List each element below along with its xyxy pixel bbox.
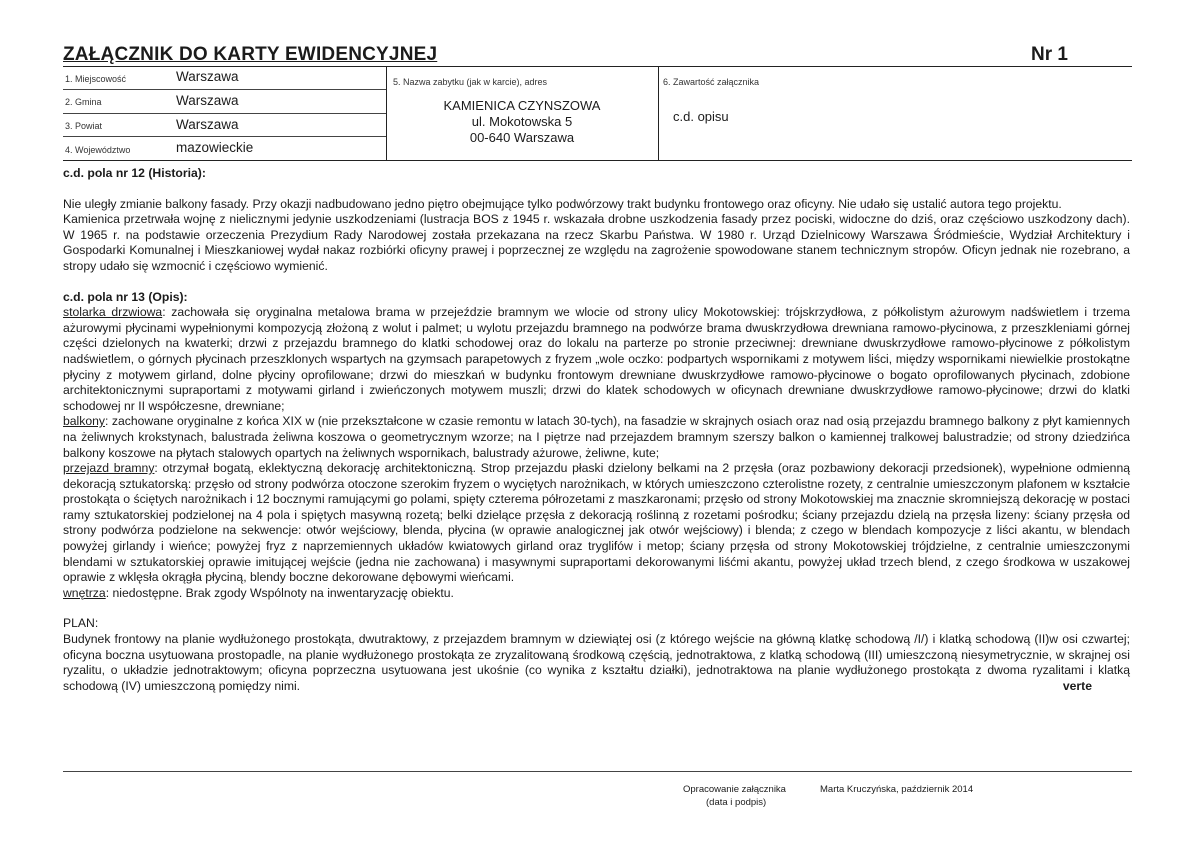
field-value-gmina: Warszawa — [176, 93, 239, 108]
opis-balkony-label: balkony — [63, 414, 106, 429]
field-label-gmina: 2. Gmina — [65, 97, 102, 107]
document-body — [63, 166, 1130, 694]
monument-postcode: 00-640 Warszawa — [469, 130, 575, 145]
field-row-powiat — [63, 114, 386, 137]
opis-przejazd-label: przejazd bramny — [63, 461, 155, 476]
field-label-powiat: 3. Powiat — [65, 121, 103, 131]
opis-wnetrza-label: wnętrza — [63, 585, 106, 600]
column-divider — [386, 67, 387, 160]
field-row-miejscowosc — [63, 67, 386, 90]
opis-przejazd-paragraph — [63, 461, 1130, 586]
footer-sublabel: (data i podpis) — [706, 797, 767, 808]
field-label-nazwa-zabytku: 5. Nazwa zabytku (jak w karcie), adres — [393, 77, 548, 87]
field-value-nazwa-zabytku — [388, 98, 656, 146]
field-label-zawartosc: 6. Zawartość załącznika — [663, 77, 760, 87]
historia-paragraph: Kamienica przetrwała wojnę z nielicznymi jedynie uszkodzeniami (lustracja BOS z 1945 r. wskazała drobne uszkodzenia fasady przez pociski, widoczne do dziś, oraz częściowo uszkodzony dach). W 1965 r. na podstawie orzeczenia Prezydium Rady Narodowej została przekazana na rzecz Skarbu Państwa. W 1980 r. Urząd Dzielnicowy Warszawa Śródmieście, Wydział Architektury i Gospodarki Komunalnej i Mieszkaniowej wydał nakaz rozbiórki oficyny prawej i poprzecznej ze względu na zagrożenie spowodowane stanem technicznym stropów. Oficyn jednak nie rozebrano, a stropy udało się wzmocnić i częściowo wymienić. — [63, 212, 1130, 273]
field-label-miejscowosc: 1. Miejscowość — [65, 74, 127, 84]
opis-stolarka-paragraph — [63, 305, 1130, 414]
field-value-wojewodztwo: mazowieckie — [176, 140, 254, 155]
header-table — [63, 66, 1132, 161]
field-row-gmina — [63, 90, 386, 114]
field-label-wojewodztwo: 4. Województwo — [65, 145, 131, 155]
field-value-miejscowosc: Warszawa — [176, 69, 239, 84]
opis-balkony-paragraph — [63, 414, 1130, 461]
plan-text: Budynek frontowy na planie wydłużonego prostokąta, dwutraktowy, z przejazdem bramnym w dziewiątej osi (z którego wejście na główną klatkę schodową /I/) i klatką schodową (II)w osi czwartej; oficyna boczna usytuowana prostopadle, na planie wydłużonego prostokąta ze zryzalitowaną środkową częścią, jednotraktowa, z klatką schodową (III) umieszczoną niesymetrycznie, w skrajnej osi ryzalitu, o układzie jednotraktowym; oficyna poprzeczna usytuowana jest ukośnie (co wynika z kształtu działki), jednotraktowa na planie wydłużonego prostokąta z dwoma ryzalitami i klatką schodową (IV) umieszczoną pomiędzy nimi. — [63, 632, 1130, 693]
field-row-wojewodztwo — [63, 137, 386, 159]
footer-divider — [63, 771, 1132, 772]
opis-stolarka-label: stolarka drzwiowa — [63, 305, 163, 320]
opis-stolarka-text: : zachowała się oryginalna metalowa brama w przejeździe bramnym we wlocie od strony ulicy Mokotowskiej: trójskrzydłowa, z półkolistym ażurowym nadświetlem i trzema ażurowymi płycinami wypełnionymi kompozycją złożoną z wolut i palmet; u wylotu przejazdu bramnego na podwórze brama dwuskrzydłowa drewniana ramowo-płycinowa, z przeszkleniami górnej części dzielonych na kwaterki; drzwi z przejazdu bramnego do klatki schodowej oraz do lokalu na parterze po stronie przeciwnej: drewniane dwuskrzydłowe ramowo-płycinowe z półkolistym nadświetlem, o górnych płycinach przeszklonych wspartych na gzymsach parapetowych z fryzem „wole oczko: podpartych wspornikami z motywem liści, między wspornikami niewielkie prostokątne płyciny z motywem girland, dolne płyciny oprofilowane; drzwi do mieszkań w budynku frontowym drewniane dwuskrzydłowe ramowo-płycinowe o bogato oprofilowanych płycinach, zdobione architektonicznymi supraportami z motywami girland i zwieńczonych motywem muszli; drzwi do klatek schodowych w oficynach drewniane dwuskrzydłowe ramowo-płycinowe; drzwi do klatki schodowej nr II współczesne, drewniane; — [63, 305, 1131, 413]
footer-author: Marta Kruczyńska, październik 2014 — [820, 784, 974, 795]
field-value-zawartosc: c.d. opisu — [673, 109, 729, 124]
monument-street: ul. Mokotowska 5 — [471, 114, 573, 129]
opis-balkony-text: : zachowane oryginalne z końca XIX w (nie przekształcone w czasie remontu w latach 30-tych), na fasadzie w skrajnych osiach oraz nad osią przejazdu bramnego balkony z płyt kamiennych na żeliwnych krokstynach, balustrada żeliwna koszowa o geometrycznym wzorze; na I piętrze nad przejazdem bramnym szerszy balkon o kamiennej tralkowej balustradzie; od strony dziedzińca balkony koszowe na płytach stalowych opartych na żeliwnych wspornikach, balustrady ażurowe, żeliwne, kute; — [63, 414, 1130, 460]
historia-heading: c.d. pola nr 12 (Historia): — [63, 166, 206, 180]
document-title: ZAŁĄCZNIK DO KARTY EWIDENCYJNEJ — [63, 44, 438, 65]
opis-heading: c.d. pola nr 13 (Opis): — [63, 289, 188, 304]
column-divider — [658, 67, 659, 160]
footer-label: Opracowanie załącznika — [683, 784, 786, 795]
monument-name: KAMIENICA CZYNSZOWA — [443, 98, 601, 113]
opis-wnetrza-paragraph — [63, 586, 1130, 602]
plan-heading: PLAN: — [63, 616, 99, 631]
opis-przejazd-text: : otrzymał bogatą, eklektyczną dekorację architektoniczną. Strop przejazdu płaski dzielony belkami na 2 przęsła (oraz pozbawiony dekoracji przedsionek), wypełnione odmienną dekoracją sztukatorską: przęsło od strony podwórza otoczone szerokim fryzem o wyciętych narożnikach, w których umieszczono czterolistne rozety, z centralnie umieszczonym plafonem w kształcie prostokąta o ściętych narożnikach i 12 bocznymi ramującymi go polami, spięty czterema półrozetami z maszkaronami; przęsło od strony Mokotowskiej ma znacznie skromniejszą dekorację w postaci ramy sztukatorskiej podzielonej na 4 pola i spiętych masywną rozetą; belki dzielące przęsła z dekoracją roślinną z rozetami pośrodku; ściany przejazdu dzielą na przęsła lizeny: ściany przęsła od strony podwórza podzielone na sekwencje: otwór wejściowy, blenda, płycina (w oprawie analogicznej jak otwór wejściowy) i blenda; z czego w blendach kompozycje z liści akantu, w blendach powyżej girlandy i wieńce; powyżej fryz z naprzemiennych układów kwiatowych girland oraz tryglifów i metop; ściany przęsła od strony Mokotowskiej trójdzielne, z centralnie umieszczonymi blendami w sztukatorskiej oprawie imitującej wejście (jedna nie zachowana) i masywnymi supraportami dekorowanymi liśćmi akantu, powyżej układ trzech blend, z czego środkowa w uszakowej oprawie z wklęsła okrągła płyciną, blendy boczne dekorowane dębowymi wieńcami. — [63, 461, 1130, 585]
document-number: Nr 1 — [1031, 44, 1068, 65]
opis-wnetrza-text: : niedostępne. Brak zgody Wspólnoty na inwentaryzację obiektu. — [105, 585, 454, 600]
historia-paragraph: Nie uległy zmianie balkony fasady. Przy okazji nadbudowano jedno piętro obejmujące tylko podwórzowy trakt budynku frontowego oraz oficyny. Nie udało się ustalić autora tego projektu. — [63, 196, 1062, 211]
field-value-powiat: Warszawa — [176, 117, 239, 132]
verte-label: verte — [1062, 678, 1092, 693]
plan-paragraph — [63, 632, 1130, 694]
